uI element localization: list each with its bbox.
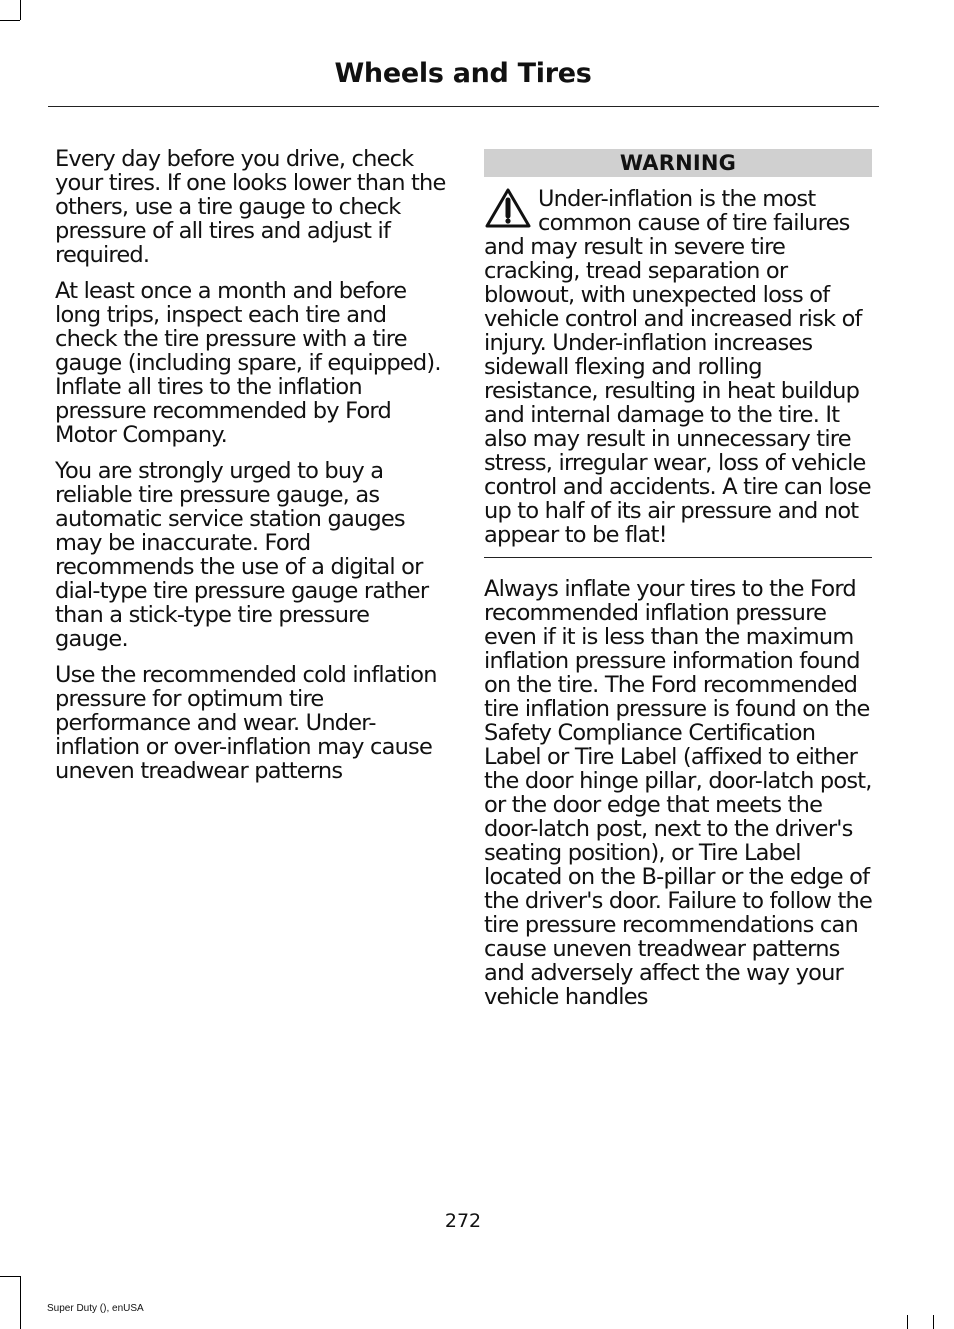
warning-triangle-icon <box>484 187 534 229</box>
crop-mark-bottom-left-v <box>20 1276 21 1329</box>
warning-body <box>484 187 876 547</box>
warning-divider <box>484 557 872 558</box>
crop-mark-top-left-v <box>20 0 21 20</box>
paragraph-gauge-advice: You are strongly urged to buy a reliable tire pressure gauge, as automatic service station gauges may be inaccurate. Ford recommends the use of a digital or dial-type tire pressure gauge rather than a stick-type tire pressure gauge. <box>55 458 429 652</box>
page-number: 272 <box>444 1210 482 1232</box>
page-title: Wheels and Tires <box>334 58 592 89</box>
crop-mark-bottom-right-v2 <box>933 1315 934 1329</box>
warning-header: WARNING <box>484 149 872 177</box>
warning-text: Under-inflation is the most common cause of tire failures and may result in severe tire cracking, tread separation or blowout, with unexpected loss of vehicle control and increased risk of injury. Under-inflation increases sidewall flexing and rolling resistance, resulting in heat buildup and internal damage to the tire. It also may result in unnecessary tire stress, irregular wear, loss of vehicle control and accidents. A tire can lose up to half of its air pressure and not appear to be flat! <box>484 186 871 548</box>
crop-mark-top-left-h <box>0 20 20 21</box>
right-column <box>484 149 876 1021</box>
edition-label: Super Duty (), enUSA <box>47 1303 144 1314</box>
left-column <box>55 147 447 795</box>
header-divider <box>48 106 879 107</box>
paragraph-cold-inflation: Use the recommended cold inflation pressure for optimum tire performance and wear. Under-inflation or over-inflation may cause uneven treadwear patterns <box>55 662 437 784</box>
crop-mark-bottom-left-h <box>0 1276 20 1277</box>
paragraph-monthly-check: At least once a month and before long trips, inspect each tire and check the tire pressure with a tire gauge (including spare, if equipped). Inflate all tires to the inflation pressure recommended by Ford Motor Company. <box>55 278 441 448</box>
crop-mark-bottom-right-v <box>907 1315 908 1329</box>
paragraph-recommended-pressure: Always inflate your tires to the Ford recommended inflation pressure even if it is less than the maximum inflation pressure information found on the tire. The Ford recommended tire inflation pressure is found on the Safety Compliance Certification Label or Tire Label (affixed to either the door hinge pillar, door-latch post, or the door edge that meets the door-latch post, next to the driver's seating position), or Tire Label located on the B-pillar or the edge of the driver's door. Failure to follow the tire pressure recommendations can cause uneven treadwear patterns and adversely affect the way your vehicle handles <box>484 576 872 1010</box>
paragraph-daily-check: Every day before you drive, check your tires. If one looks lower than the others, use a tire gauge to check pressure of all tires and adjust if required. <box>55 146 446 268</box>
